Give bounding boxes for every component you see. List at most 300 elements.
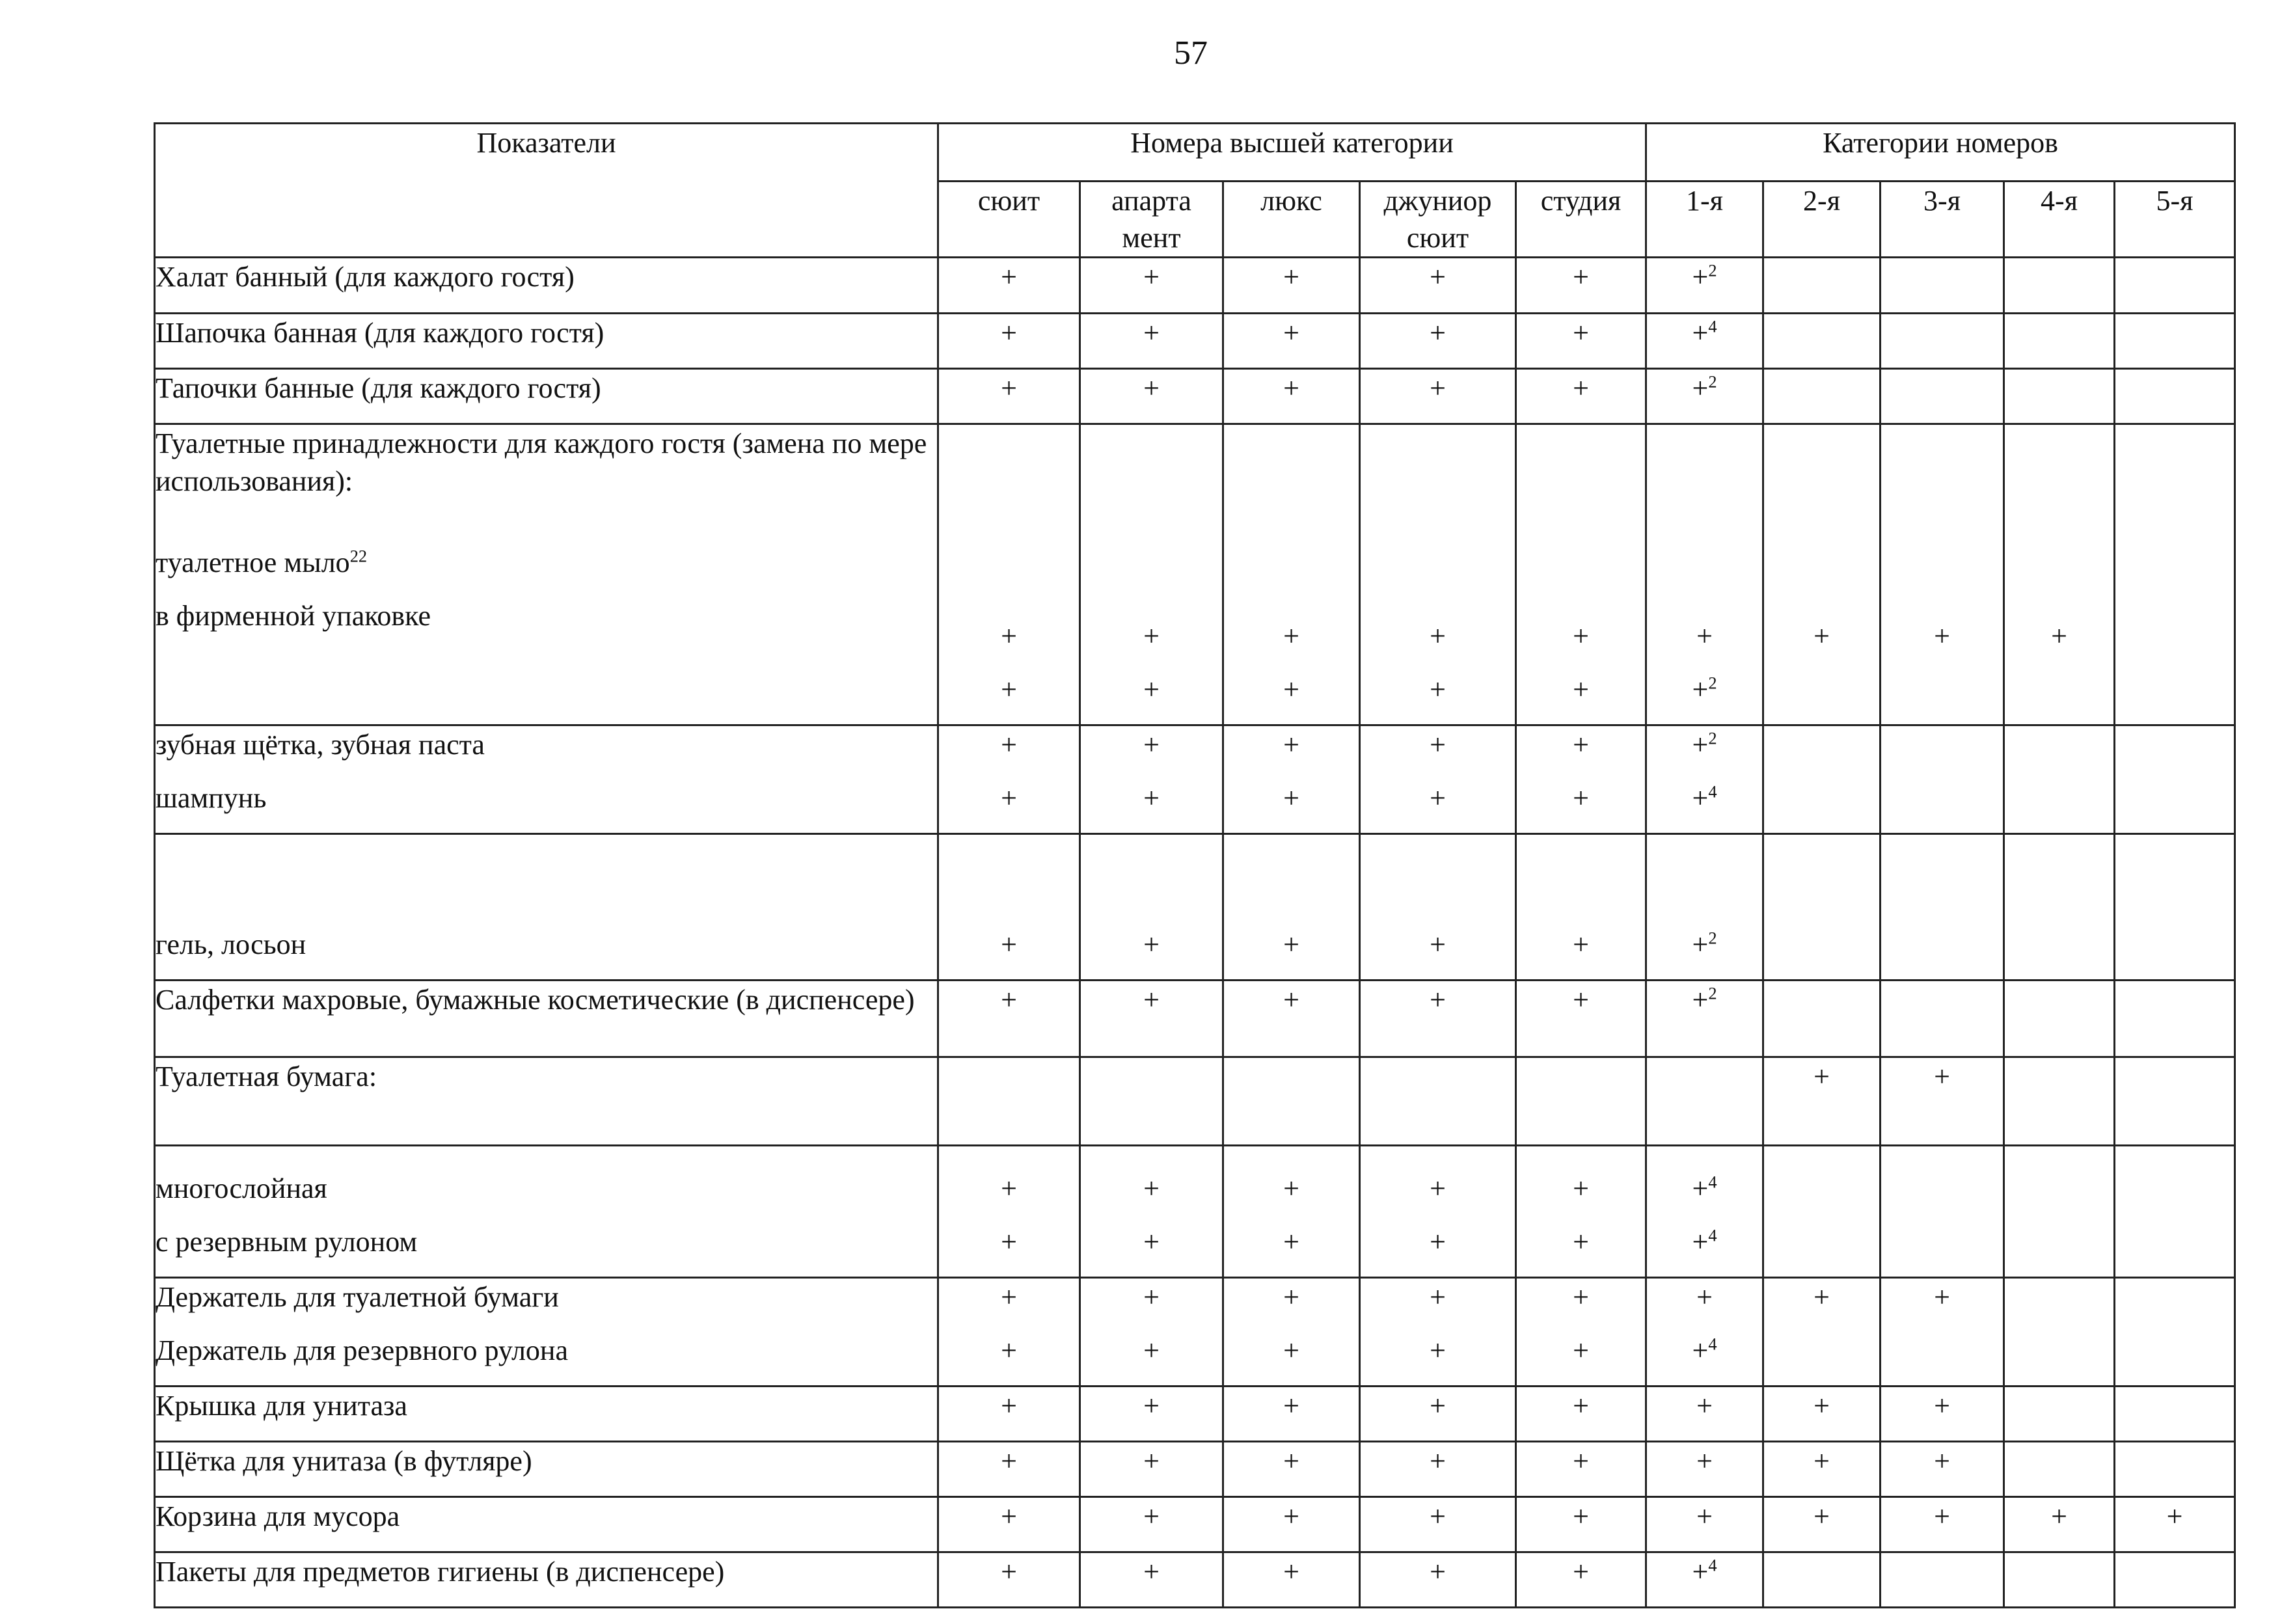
mark-cell — [1223, 258, 1360, 314]
mark-cell — [1646, 834, 1763, 981]
mark-value: + — [1696, 620, 1713, 653]
mark-cell — [2004, 1552, 2115, 1608]
mark-value: + — [1934, 1281, 1950, 1314]
col-header-cat-4: 4-я — [2004, 182, 2115, 258]
indicator-cell — [155, 1278, 938, 1387]
mark-value — [2005, 926, 2113, 979]
mark-value — [2005, 1387, 2113, 1441]
mark-value — [2115, 671, 2234, 724]
mark-cell — [1516, 1497, 1646, 1552]
mark-value: + — [1283, 317, 1299, 349]
mark-value — [1224, 1058, 1359, 1111]
table-body — [155, 258, 2235, 1608]
indicator-cell — [155, 369, 938, 424]
mark-value — [2115, 1332, 2234, 1385]
mark-value: + — [1430, 620, 1446, 653]
mark-value — [2005, 981, 2113, 1035]
mark-value — [2005, 1170, 2113, 1223]
mark-value — [1517, 425, 1645, 573]
mark-value: + — [1143, 782, 1160, 815]
mark-value: + — [1143, 620, 1160, 653]
mark-cell — [1516, 1387, 1646, 1442]
mark-cell — [1763, 981, 1881, 1057]
mark-cell — [1763, 1442, 1881, 1497]
mark-value — [939, 1058, 1079, 1111]
mark-value: + — [1143, 261, 1160, 293]
mark-value: + — [1001, 1172, 1017, 1205]
mark-value — [1881, 1553, 2003, 1606]
mark-cell — [1223, 1278, 1360, 1387]
mark-value: + — [2051, 1500, 2067, 1533]
mark-value: + — [1813, 1061, 1830, 1093]
header-indicators: Показатели — [155, 124, 938, 258]
mark-value — [2005, 1279, 2113, 1332]
mark-value — [939, 425, 1079, 573]
mark-cell — [1646, 725, 1763, 834]
mark-value: + — [1283, 372, 1299, 405]
mark-cell — [1080, 981, 1223, 1057]
indicator-text: туалетное мыло$^{22}$ — [156, 546, 368, 578]
mark-cell — [1646, 1552, 1763, 1608]
mark-cell — [938, 1497, 1080, 1552]
mark-value — [1647, 425, 1762, 573]
mark-cell — [1881, 1497, 2004, 1552]
mark-cell — [1763, 1278, 1881, 1387]
mark-cell — [1360, 1057, 1516, 1146]
mark-cell — [1881, 1387, 2004, 1442]
mark-cell — [1881, 369, 2004, 424]
mark-value: + — [1573, 1334, 1589, 1367]
mark-value: + — [1573, 372, 1589, 405]
col-header-studio: студия — [1516, 182, 1646, 258]
mark-cell — [2004, 981, 2115, 1057]
mark-value: + — [1143, 928, 1160, 961]
mark-cell — [1360, 1387, 1516, 1442]
mark-value: + — [1143, 1445, 1160, 1478]
mark-value — [2115, 1279, 2234, 1332]
mark-value — [2115, 1223, 2234, 1277]
indicator-text: зубная щётка, зубная паста — [156, 729, 485, 761]
table-row — [155, 369, 2235, 424]
mark-value — [1881, 779, 2003, 833]
table-row — [155, 1387, 2235, 1442]
indicator-cell — [155, 981, 938, 1057]
indicator-text: Шапочка банная (для каждого гостя) — [156, 317, 604, 349]
mark-value: +$^4$ — [1692, 1225, 1717, 1258]
mark-value: + — [1143, 317, 1160, 349]
mark-cell — [1881, 1146, 2004, 1278]
mark-value: + — [1283, 1390, 1299, 1422]
mark-value: + — [1283, 782, 1299, 815]
col-header-apartment: апарта мент — [1080, 182, 1223, 258]
mark-cell — [1763, 1387, 1881, 1442]
mark-cell — [1360, 1442, 1516, 1497]
mark-value: + — [1001, 1500, 1017, 1533]
mark-value — [2115, 779, 2234, 833]
mark-value: + — [1573, 1500, 1589, 1533]
page-number: 57 — [1174, 34, 1208, 72]
mark-value: + — [1813, 1390, 1830, 1422]
mark-value — [1764, 425, 1879, 573]
mark-value: + — [1283, 729, 1299, 761]
mark-value: + — [1430, 673, 1446, 706]
table-row — [155, 834, 2235, 981]
mark-value: + — [1573, 729, 1589, 761]
amenities-table — [154, 122, 2236, 1608]
mark-cell — [1881, 1278, 2004, 1387]
mark-cell — [1360, 1278, 1516, 1387]
mark-value: + — [1573, 261, 1589, 293]
indicator-text: Туалетные принадлежности для каждого гостя (замена по мере использования): — [156, 427, 927, 497]
header-top-category: Номера высшей категории — [938, 124, 1646, 182]
mark-value — [2005, 1553, 2113, 1606]
mark-cell — [1080, 1442, 1223, 1497]
mark-value: + — [1430, 928, 1446, 961]
mark-cell — [2115, 424, 2235, 725]
mark-cell — [1646, 1442, 1763, 1497]
mark-value — [2005, 425, 2113, 573]
mark-value: + — [1283, 1500, 1299, 1533]
mark-cell — [2004, 424, 2115, 725]
mark-value — [2115, 617, 2234, 671]
mark-cell — [2115, 369, 2235, 424]
indicator-cell — [155, 1057, 938, 1146]
mark-value: + — [1001, 1556, 1017, 1588]
mark-cell — [1763, 725, 1881, 834]
mark-cell — [2004, 258, 2115, 314]
mark-value — [2115, 314, 2234, 368]
mark-cell — [2115, 1146, 2235, 1278]
mark-value — [2115, 1058, 2234, 1111]
mark-cell — [1881, 258, 2004, 314]
mark-cell — [938, 258, 1080, 314]
mark-value — [2115, 1553, 2234, 1606]
mark-value: +$^2$ — [1692, 983, 1717, 1016]
mark-value: +$^2$ — [1692, 260, 1717, 293]
mark-value: + — [1430, 1390, 1446, 1422]
mark-cell — [1223, 1146, 1360, 1278]
mark-cell — [1646, 369, 1763, 424]
mark-cell — [1223, 1497, 1360, 1552]
mark-value: + — [1573, 1390, 1589, 1422]
mark-cell — [938, 1278, 1080, 1387]
mark-value — [2005, 258, 2113, 312]
mark-value: + — [1283, 1556, 1299, 1588]
mark-cell — [1881, 314, 2004, 369]
mark-value: + — [1573, 1172, 1589, 1205]
mark-value: + — [1283, 1172, 1299, 1205]
mark-cell — [2115, 981, 2235, 1057]
mark-value: + — [1001, 1445, 1017, 1478]
mark-cell — [1223, 981, 1360, 1057]
indicator-text: шампунь — [156, 782, 267, 815]
mark-value: + — [1283, 984, 1299, 1016]
mark-value: + — [1573, 1281, 1589, 1314]
mark-cell — [2115, 258, 2235, 314]
col-header-cat-1: 1-я — [1646, 182, 1763, 258]
mark-value — [2115, 1170, 2234, 1223]
mark-cell — [1763, 1057, 1881, 1146]
mark-cell — [1881, 1057, 2004, 1146]
mark-cell — [1646, 1387, 1763, 1442]
mark-value — [2115, 726, 2234, 779]
mark-cell — [1223, 314, 1360, 369]
mark-value: + — [1573, 1445, 1589, 1478]
mark-value: + — [1283, 261, 1299, 293]
mark-cell — [1360, 424, 1516, 725]
mark-cell — [2004, 725, 2115, 834]
mark-value: + — [1573, 928, 1589, 961]
mark-value: +$^2$ — [1692, 928, 1717, 961]
mark-value: + — [1813, 620, 1830, 653]
mark-value — [1881, 726, 2003, 779]
mark-cell — [1516, 1278, 1646, 1387]
mark-cell — [2115, 834, 2235, 981]
mark-cell — [1516, 725, 1646, 834]
mark-cell — [1223, 725, 1360, 834]
mark-value — [2005, 1442, 2113, 1496]
mark-value: + — [2166, 1500, 2183, 1533]
mark-value — [1764, 926, 1879, 979]
mark-cell — [938, 981, 1080, 1057]
mark-cell — [2115, 725, 2235, 834]
indicator-text: Тапочки банные (для каждого гостя) — [156, 372, 601, 405]
mark-cell — [1360, 834, 1516, 981]
mark-value: + — [1573, 984, 1589, 1016]
indicator-cell — [155, 1146, 938, 1278]
indicator-text: Туалетная бумага: — [156, 1061, 377, 1093]
mark-cell — [938, 1442, 1080, 1497]
mark-cell — [1763, 1146, 1881, 1278]
mark-cell — [2004, 314, 2115, 369]
indicator-text: Щётка для унитаза (в футляре) — [156, 1445, 532, 1478]
mark-cell — [1763, 369, 1881, 424]
mark-cell — [1516, 369, 1646, 424]
mark-cell — [938, 725, 1080, 834]
mark-value: + — [1001, 928, 1017, 961]
mark-cell — [2004, 1497, 2115, 1552]
table-row — [155, 1278, 2235, 1387]
col-header-cat-3: 3-я — [1881, 182, 2004, 258]
mark-value: + — [1934, 1390, 1950, 1422]
mark-value: + — [1143, 372, 1160, 405]
col-header-cat-2: 2-я — [1763, 182, 1881, 258]
table-row — [155, 1442, 2235, 1497]
mark-value: + — [1430, 782, 1446, 815]
mark-value: +$^4$ — [1692, 1555, 1717, 1588]
mark-value — [1081, 425, 1222, 573]
mark-cell — [1763, 258, 1881, 314]
mark-value: + — [1143, 1281, 1160, 1314]
mark-cell — [1646, 1057, 1763, 1146]
mark-value: + — [1283, 1226, 1299, 1258]
mark-cell — [1080, 424, 1223, 725]
mark-cell — [938, 1146, 1080, 1278]
mark-cell — [1360, 258, 1516, 314]
mark-value: + — [1573, 1226, 1589, 1258]
mark-cell — [1223, 834, 1360, 981]
mark-value: + — [1283, 1281, 1299, 1314]
mark-cell — [2115, 314, 2235, 369]
mark-cell — [1080, 1497, 1223, 1552]
mark-value: + — [1283, 1334, 1299, 1367]
mark-value — [1647, 1058, 1762, 1111]
mark-value: + — [1143, 673, 1160, 706]
mark-cell — [1763, 314, 1881, 369]
mark-cell — [938, 834, 1080, 981]
mark-value — [1881, 981, 2003, 1035]
mark-cell — [2115, 1387, 2235, 1442]
indicator-text: с резервным рулоном — [156, 1226, 418, 1258]
mark-cell — [1080, 1552, 1223, 1608]
mark-value: + — [1001, 673, 1017, 706]
mark-cell — [2115, 1442, 2235, 1497]
mark-cell — [938, 369, 1080, 424]
mark-value — [2005, 1332, 2113, 1385]
mark-value: + — [1430, 1281, 1446, 1314]
mark-value: + — [1430, 261, 1446, 293]
mark-cell — [938, 314, 1080, 369]
mark-value — [1764, 1553, 1879, 1606]
mark-value — [1881, 258, 2003, 312]
indicator-cell — [155, 314, 938, 369]
mark-cell — [2004, 369, 2115, 424]
mark-cell — [1646, 981, 1763, 1057]
mark-cell — [2004, 1057, 2115, 1146]
mark-cell — [1080, 725, 1223, 834]
mark-value — [2115, 370, 2234, 423]
mark-cell — [1646, 258, 1763, 314]
mark-value: +$^2$ — [1692, 372, 1717, 405]
indicator-text: в фирменной упаковке — [156, 599, 431, 632]
col-header-lux: люкс — [1223, 182, 1360, 258]
mark-value: + — [1573, 317, 1589, 349]
table-row — [155, 424, 2235, 725]
mark-cell — [1881, 424, 2004, 725]
mark-value — [2005, 314, 2113, 368]
mark-value: + — [1430, 729, 1446, 761]
mark-value: + — [1001, 984, 1017, 1016]
table-row — [155, 258, 2235, 314]
mark-cell — [1080, 834, 1223, 981]
mark-value — [1881, 1223, 2003, 1277]
mark-value: +$^2$ — [1692, 673, 1717, 706]
mark-cell — [1080, 1146, 1223, 1278]
mark-value — [1764, 258, 1879, 312]
mark-value: + — [1283, 673, 1299, 706]
mark-cell — [1763, 834, 1881, 981]
col-header-cat-5: 5-я — [2115, 182, 2235, 258]
indicator-text: Пакеты для предметов гигиены (в диспенсере) — [156, 1556, 725, 1588]
mark-cell — [1881, 1552, 2004, 1608]
mark-value: + — [1696, 1445, 1713, 1478]
mark-value: + — [1143, 729, 1160, 761]
mark-value — [1764, 981, 1879, 1035]
mark-cell — [1763, 1497, 1881, 1552]
mark-value: + — [1813, 1500, 1830, 1533]
indicator-cell — [155, 834, 938, 981]
mark-cell — [1516, 981, 1646, 1057]
table-row — [155, 314, 2235, 369]
indicator-text: Салфетки махровые, бумажные косметические (в диспенсере) — [156, 984, 915, 1016]
mark-cell — [938, 1057, 1080, 1146]
table-row — [155, 1146, 2235, 1278]
mark-cell — [1080, 1278, 1223, 1387]
indicator-text: Крышка для унитаза — [156, 1390, 407, 1422]
mark-value: + — [1430, 1226, 1446, 1258]
mark-cell — [1516, 1442, 1646, 1497]
indicator-text: Держатель для резервного рулона — [156, 1334, 569, 1367]
mark-value: + — [1813, 1281, 1830, 1314]
mark-value: + — [2051, 620, 2067, 653]
mark-value: + — [1001, 782, 1017, 815]
mark-cell — [1223, 1057, 1360, 1146]
mark-cell — [1646, 1497, 1763, 1552]
mark-value: +$^2$ — [1692, 728, 1717, 761]
mark-cell — [1881, 1442, 2004, 1497]
mark-cell — [1360, 369, 1516, 424]
mark-cell — [2115, 1278, 2235, 1387]
mark-cell — [1516, 314, 1646, 369]
table-row — [155, 981, 2235, 1057]
mark-cell — [2004, 1278, 2115, 1387]
indicator-cell — [155, 1442, 938, 1497]
mark-value: + — [1143, 1500, 1160, 1533]
mark-value — [1881, 425, 2003, 573]
mark-value — [2005, 1223, 2113, 1277]
mark-value: + — [1143, 984, 1160, 1016]
mark-value — [2115, 258, 2234, 312]
mark-cell — [1516, 258, 1646, 314]
mark-cell — [1516, 1057, 1646, 1146]
indicator-text: Корзина для мусора — [156, 1500, 400, 1533]
mark-value: + — [1001, 729, 1017, 761]
mark-value: + — [1001, 620, 1017, 653]
mark-cell — [1080, 1057, 1223, 1146]
indicator-cell — [155, 1552, 938, 1608]
mark-cell — [1223, 1387, 1360, 1442]
mark-cell — [1360, 1146, 1516, 1278]
mark-value: + — [1430, 1172, 1446, 1205]
mark-cell — [938, 1387, 1080, 1442]
mark-value: + — [1573, 620, 1589, 653]
header-row-groups — [155, 124, 2235, 182]
mark-cell — [2115, 1552, 2235, 1608]
mark-value — [1881, 314, 2003, 368]
mark-value — [2115, 1387, 2234, 1441]
mark-value — [1224, 425, 1359, 573]
table-row — [155, 1497, 2235, 1552]
mark-cell — [1360, 725, 1516, 834]
mark-value: + — [1001, 1226, 1017, 1258]
mark-value — [1764, 1223, 1879, 1277]
indicator-text: многослойная — [156, 1172, 327, 1205]
mark-value: +$^4$ — [1692, 1334, 1717, 1367]
mark-value: + — [1430, 1445, 1446, 1478]
mark-value: + — [1001, 261, 1017, 293]
mark-cell — [1080, 258, 1223, 314]
mark-value: +$^4$ — [1692, 316, 1717, 349]
mark-value — [2115, 425, 2234, 573]
mark-value: + — [1001, 372, 1017, 405]
mark-value — [1764, 671, 1879, 724]
table-row — [155, 725, 2235, 834]
mark-value — [1881, 1332, 2003, 1385]
mark-value: + — [1143, 1226, 1160, 1258]
mark-value: + — [1696, 1500, 1713, 1533]
mark-value — [1081, 1058, 1222, 1111]
mark-cell — [2004, 1387, 2115, 1442]
